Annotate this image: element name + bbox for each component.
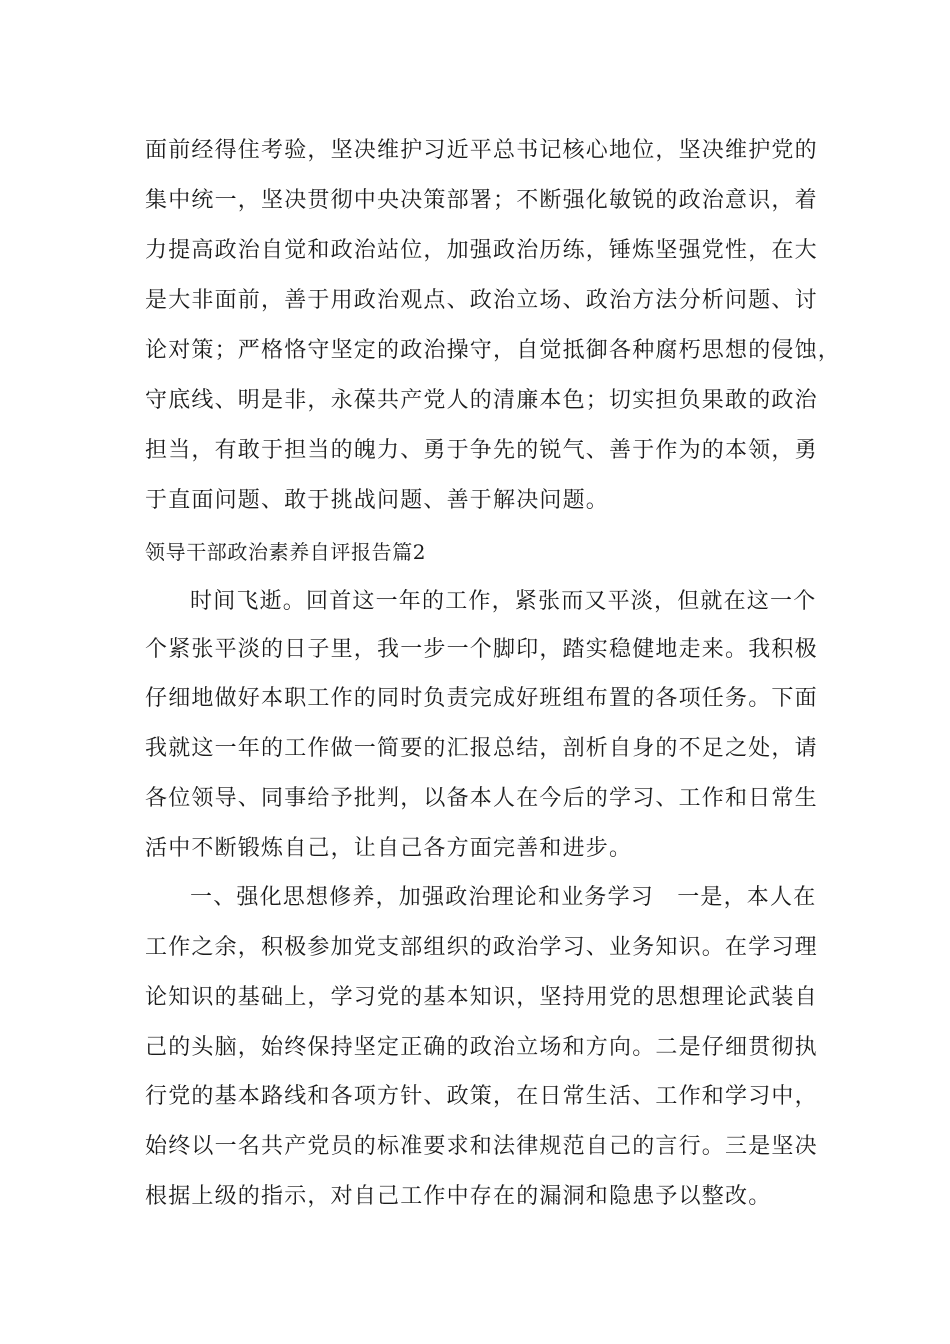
- paragraph-line: 个紧张平淡的日子里，我一步一个脚印，踏实稳健地走来。我积极: [145, 637, 818, 662]
- paragraph-line: 面前经得住考验，坚决维护习近平总书记核心地位，坚决维护党的: [145, 138, 818, 163]
- paragraph-line: 论对策；严格恪守坚定的政治操守，自觉抵御各种腐朽思想的侵蚀，: [145, 338, 842, 363]
- paragraph-line: 论知识的基础上，学习党的基本知识，坚持用党的思想理论武装自: [145, 985, 818, 1010]
- paragraph-line: 根据上级的指示，对自己工作中存在的漏洞和隐患予以整改。: [145, 1184, 772, 1209]
- paragraph-line: 各位领导、同事给予批判，以备本人在今后的学习、工作和日常生: [145, 786, 818, 811]
- section-heading: 领导干部政治素养自评报告篇2: [145, 540, 427, 564]
- paragraph-line: 活中不断锻炼自己，让自己各方面完善和进步。: [145, 836, 633, 861]
- paragraph-line: 担当，有敢于担当的魄力、勇于争先的锐气、善于作为的本领，勇: [145, 438, 818, 463]
- paragraph-line: 于直面问题、敢于挑战问题、善于解决问题。: [145, 488, 610, 513]
- paragraph-line: 工作之余，积极参加党支部组织的政治学习、业务知识。在学习理: [145, 935, 818, 960]
- paragraph-line: 时间飞逝。回首这一年的工作，紧张而又平淡，但就在这一个: [190, 589, 817, 614]
- paragraph-line: 一、强化思想修养，加强政治理论和业务学习 一是，本人在: [190, 885, 817, 910]
- paragraph-line: 行党的基本路线和各项方针、政策，在日常生活、工作和学习中，: [145, 1084, 818, 1109]
- paragraph-line: 仔细地做好本职工作的同时负责完成好班组布置的各项任务。下面: [145, 686, 818, 711]
- paragraph-line: 己的头脑，始终保持坚定正确的政治立场和方向。二是仔细贯彻执: [145, 1035, 818, 1060]
- paragraph-line: 我就这一年的工作做一简要的汇报总结，剖析自身的不足之处，请: [145, 736, 818, 761]
- paragraph-line: 集中统一，坚决贯彻中央决策部署；不断强化敏锐的政治意识，着: [145, 188, 818, 213]
- paragraph-line: 是大非面前，善于用政治观点、政治立场、政治方法分析问题、讨: [145, 288, 818, 313]
- paragraph-line: 力提高政治自觉和政治站位，加强政治历练，锤炼坚强党性，在大: [145, 238, 818, 263]
- paragraph-line: 始终以一名共产党员的标准要求和法律规范自己的言行。三是坚决: [145, 1134, 818, 1159]
- paragraph-line: 守底线、明是非，永葆共产党人的清廉本色；切实担负果敢的政治: [145, 388, 818, 413]
